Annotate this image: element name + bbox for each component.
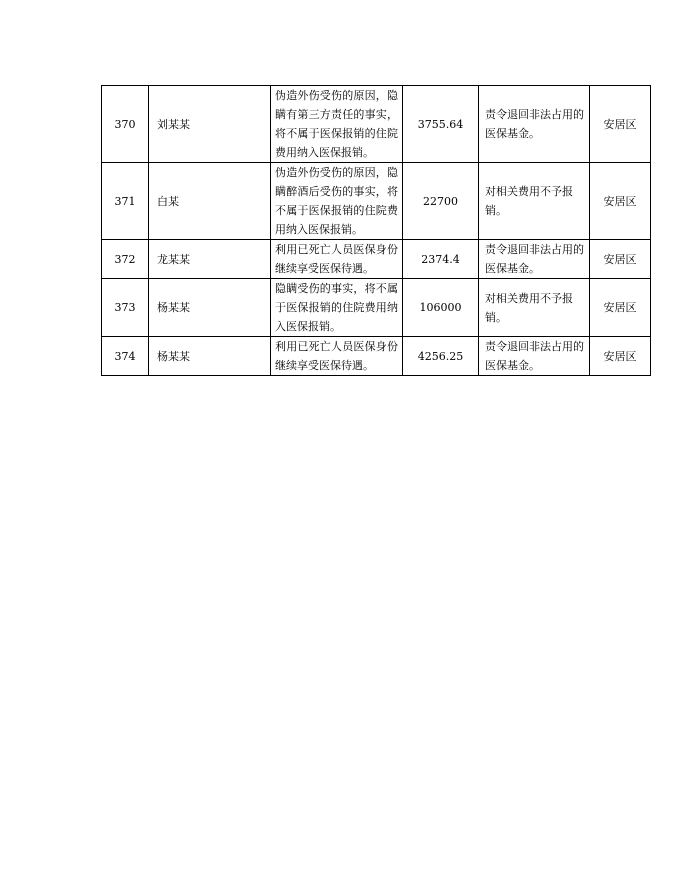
record-number: 373 <box>102 279 149 337</box>
violation-description: 隐瞒受伤的事实，将不属于医保报销的住院费用纳入医保报销。 <box>271 279 403 337</box>
person-name: 杨某某 <box>149 279 271 337</box>
person-name: 刘某某 <box>149 86 271 163</box>
record-number: 374 <box>102 337 149 376</box>
table-row <box>102 163 651 240</box>
violation-description: 利用已死亡人员医保身份继续享受医保待遇。 <box>271 337 403 376</box>
table-row <box>102 240 651 279</box>
violation-description: 伪造外伤受伤的原因，隐瞒醉酒后受伤的事实，将不属于医保报销的住院费用纳入医保报销。 <box>271 163 403 240</box>
amount: 2374.4 <box>403 240 479 279</box>
table-row <box>102 279 651 337</box>
records-body <box>102 86 651 376</box>
record-number: 372 <box>102 240 149 279</box>
records-table <box>101 85 651 376</box>
district: 安居区 <box>590 240 651 279</box>
amount: 22700 <box>403 163 479 240</box>
penalty: 责令退回非法占用的医保基金。 <box>479 86 590 163</box>
penalty: 责令退回非法占用的医保基金。 <box>479 337 590 376</box>
record-number: 370 <box>102 86 149 163</box>
district: 安居区 <box>590 163 651 240</box>
violation-description: 利用已死亡人员医保身份继续享受医保待遇。 <box>271 240 403 279</box>
table-row <box>102 337 651 376</box>
penalty: 对相关费用不予报销。 <box>479 163 590 240</box>
violation-description: 伪造外伤受伤的原因，隐瞒有第三方责任的事实，将不属于医保报销的住院费用纳入医保报销。 <box>271 86 403 163</box>
amount: 106000 <box>403 279 479 337</box>
penalty: 责令退回非法占用的医保基金。 <box>479 240 590 279</box>
person-name: 龙某某 <box>149 240 271 279</box>
district: 安居区 <box>590 279 651 337</box>
table-row <box>102 86 651 163</box>
amount: 4256.25 <box>403 337 479 376</box>
district: 安居区 <box>590 337 651 376</box>
district: 安居区 <box>590 86 651 163</box>
record-number: 371 <box>102 163 149 240</box>
person-name: 杨某某 <box>149 337 271 376</box>
penalty: 对相关费用不予报销。 <box>479 279 590 337</box>
amount: 3755.64 <box>403 86 479 163</box>
person-name: 白某 <box>149 163 271 240</box>
